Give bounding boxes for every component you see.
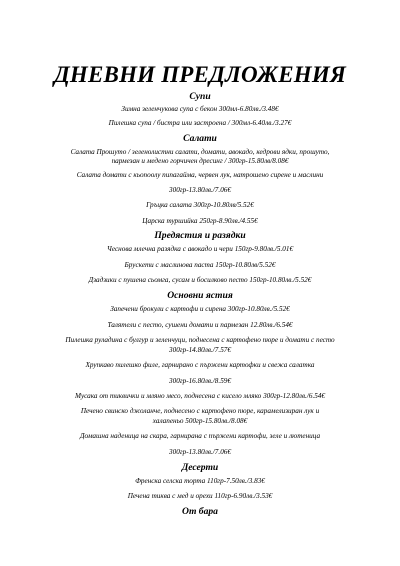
menu-item: Печена тиква с мед и орехи 110гр-6.90лв./3.53€ <box>127 492 273 501</box>
page-title: ДНЕВНИ ПРЕДЛОЖЕНИЯ <box>54 62 346 87</box>
menu-item: Чеснова млечна разядка с авокадо и чери 150гр-9.80лв./5.01€ <box>106 245 294 254</box>
menu-item-price: 300гр-16.80лв./8.59€ <box>169 376 231 385</box>
section-heading-mains: Основни ястия <box>167 290 233 302</box>
menu-item-price: 300гр-14.80лв./7.57€ <box>169 345 231 354</box>
menu-item: Брускети с маслинова паста 150гр-10.80лв/5.52€ <box>124 260 276 269</box>
menu-item: Пилешка руладина с булгур и зеленчуци, поднесена с картофено пюре и домати с песто <box>65 336 335 345</box>
menu-item: Хрупкаво пилешко филе, гарнирано с пържени картофки и свежа салатка <box>85 361 315 370</box>
section-heading-starters: Предястия и разядки <box>154 230 246 242</box>
menu-item: Френска селска торта 110гр-7.50лв./3.83€ <box>135 476 265 485</box>
section-heading-bar: От бара <box>182 505 218 517</box>
menu-item-continued: пармезан и медено горчичен дресинг / 300гр-15.80лв/8.08€ <box>111 157 289 166</box>
menu-item-price: 300гр-13.80лв./7.06€ <box>169 186 231 195</box>
menu-item: Салата Прошуто / зеленолистни салати, домати, авокадо, кедрови ядки, прошуто, <box>70 147 330 156</box>
section-heading-salads: Салати <box>183 132 217 144</box>
menu-item: Пилешка супа / бистра или застроена / 300мл-6.40лв./3.27€ <box>108 119 292 128</box>
menu-item: Талятели с песто, сушени домати и пармезан 12.80лв./6.54€ <box>107 320 293 329</box>
menu-item: Печено свинско джоланче, поднесено с картофено пюре, карамелизиран лук и <box>80 407 320 416</box>
menu-item-price: 300гр-13.80лв./7.06€ <box>169 447 231 456</box>
section-heading-soups: Супи <box>189 91 211 102</box>
menu-item: Мусака от тиквички и мляно месо, поднесена с кисело мляко 300гр-12.80лв./6.54€ <box>74 391 326 400</box>
menu-item: Царска туршийка 250гр-8.90лв./4.55€ <box>142 216 258 225</box>
menu-item: Зимна зеленчукова супа с бекон 300мл-6.80лв./3.48€ <box>121 105 279 113</box>
menu-item: Домашна наденица на скара, гарнирана с пържени картофи, зеле и лютеница <box>79 432 321 441</box>
menu-item-continued: халапеньо 500гр-15.80лв./8.08€ <box>152 416 248 425</box>
menu-item: Запечени брокули с картофи и сирена 300гр-10.80лв./5.52€ <box>110 305 290 314</box>
menu-content <box>14 90 386 518</box>
menu-item: Салата домати с кьопоолу пипагайма, червен лук, натрошено сирене и маслини <box>76 170 324 179</box>
menu-item: Дзадзики с пушена сьомга, сусам и босилково песто 150гр-10.80лв./5.52€ <box>88 276 312 285</box>
section-heading-desserts: Десерти <box>181 461 219 473</box>
menu-item: Гръцка салата 300гр-10.80лв/5.52€ <box>146 201 254 210</box>
